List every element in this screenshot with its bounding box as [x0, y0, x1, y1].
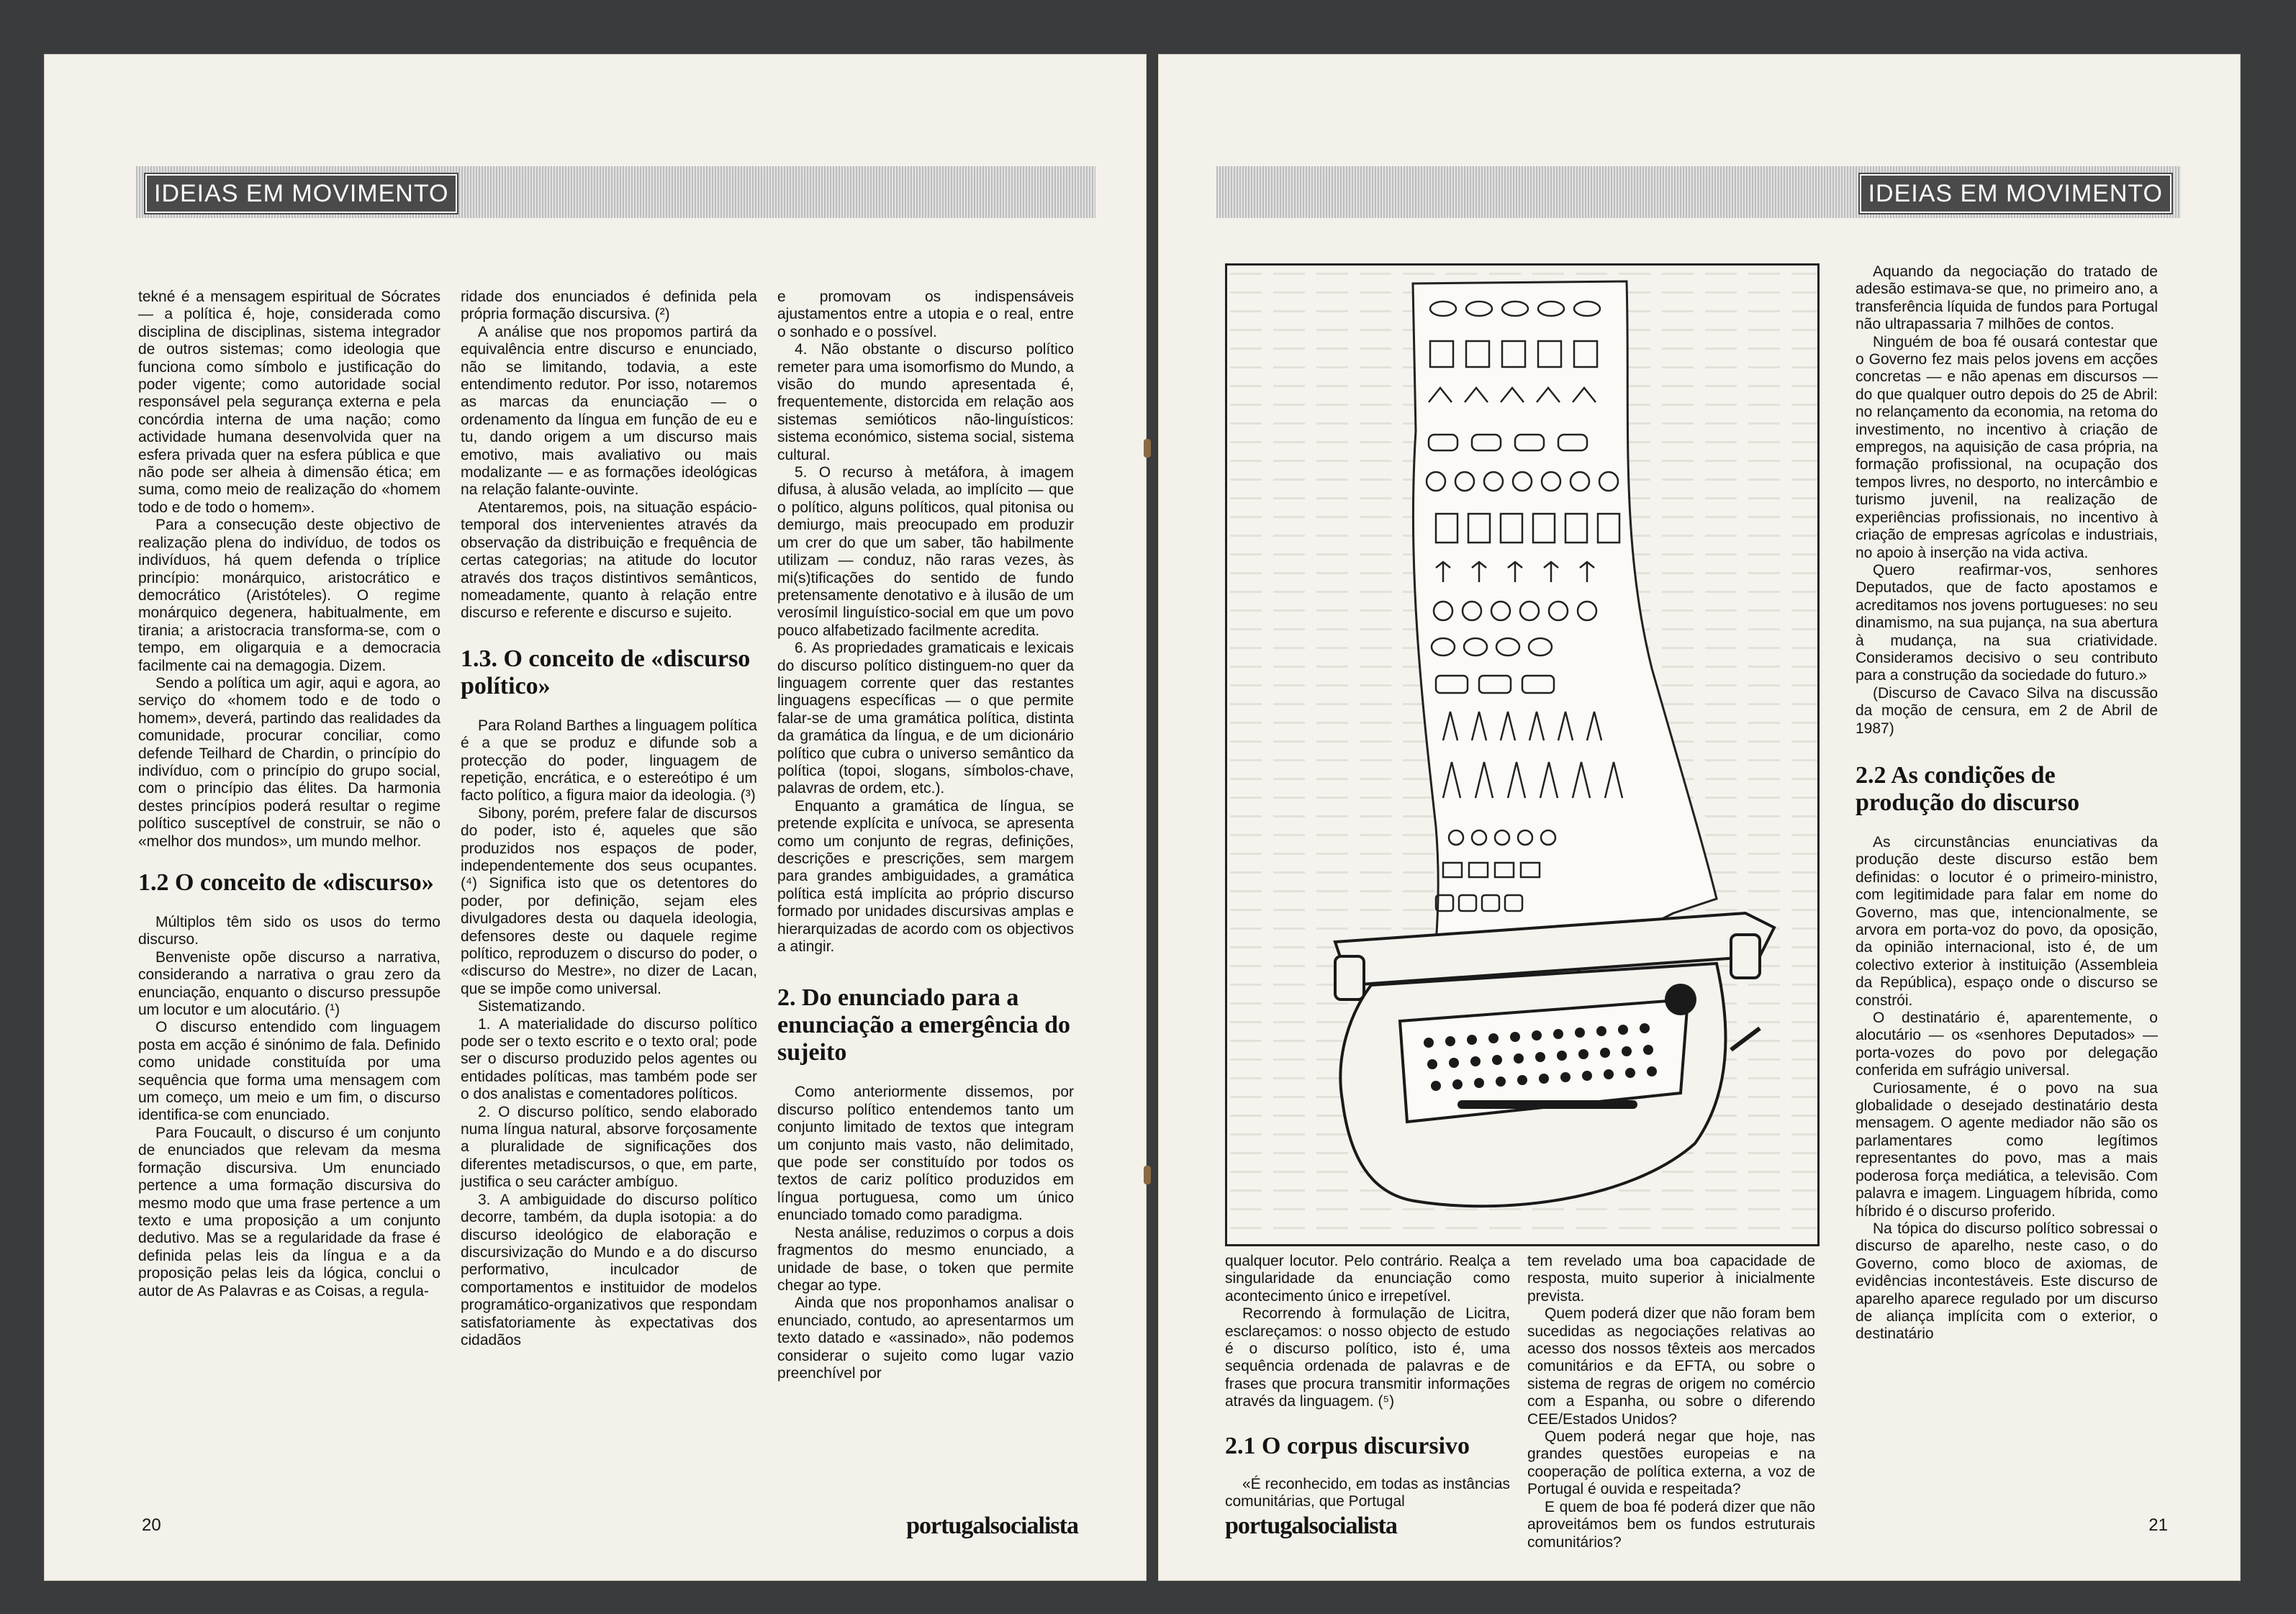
col1-after-text [138, 914, 440, 1300]
paragraph: As circunstâncias enunciativas da produção deste discurso estão bem definidas: o locutor é o primeiro-ministro, com legitimidade para falar em nome do Governo, mas que, intencionalmente, se arvora em porta-voz do povo, da oposição, da opinião internacional, isto é, de um colectivo exterior à instituição (Assembleia da República), espaço onde o discurso se constrói. [1856, 833, 2158, 1009]
binding-staple [1144, 439, 1151, 458]
section-tag: IDEIAS EM MOVIMENTO [1860, 174, 2171, 213]
paragraph: Atentaremos, pois, na situação espácio-temporal dos intervenientes através da observação da distribuição e frequência de certas categorias; na atitude do locutor através dos traços distintivos semânticos, nomeadamente, quanto à relação entre discurso e referente e discurso e sujeito. [461, 499, 757, 622]
paragraph: Sendo a política um agir, aqui e agora, ao serviço do «homem todo e de todo o homem», deverá, partindo das realidades da comunidade, procurar conciliar, como defende Teilhard de Chardin, o princípio do indivíduo, com o princípio do grupo social, com o princípio das élites. Da harmonia destes princípios poderá resultar o regime político susceptível de construir, se não o «melhor dos mundos», um mundo melhor. [138, 674, 440, 850]
paragraph: qualquer locutor. Pelo contrário. Realça a singularidade da enunciação como acontecimento único e irrepetível. [1225, 1253, 1510, 1305]
paragraph: Como anteriormente dissemos, por discurso político entendemos tanto um conjunto limitado de textos que integram um conjunto mais vasto, não delimitado, que pode ser constituído por todos os textos de cariz político produzidos em língua portuguesa, como um único enunciado tomado como paradigma. [777, 1084, 1074, 1224]
paragraph: O destinatário é, aparentemente, o alocutário — os «senhores Deputados» — porta-vozes do povo por delegação conferida em sufrágio universal. [1856, 1010, 2158, 1079]
column-2 [461, 289, 757, 1505]
column-c [1856, 263, 2158, 1508]
paragraph: Nesta análise, reduzimos o corpus a dois fragmentos do mesmo enunciado, a unidade de base, o token que permite chegar ao type. [777, 1224, 1074, 1294]
heading-1-2: 1.2 O conceito de «discurso» [138, 869, 434, 896]
col2-after-text [461, 717, 757, 1350]
paragraph: Benveniste opõe discurso a narrativa, considerando a narrativa o grau zero da enunciação, enquanto o discurso pressupõe um locutor e um alocutário. (¹) [138, 948, 440, 1019]
heading-1-3: 1.3. O conceito de «discurso político» [461, 645, 751, 699]
paragraph: tem revelado uma boa capacidade de resposta, muito superior à inicialmente prevista. [1527, 1253, 1815, 1305]
paragraph: Múltiplos têm sido os usos do termo discurso. [138, 914, 440, 948]
paragraph: ridade dos enunciados é definida pela própria formação discursiva. (²) [461, 289, 757, 323]
col3-after-text [777, 1084, 1074, 1382]
column-3 [777, 289, 1074, 1505]
heading-2: 2. Do enunciado para a enunciação a emergência do sujeito [777, 984, 1070, 1066]
col3-text [777, 289, 1074, 956]
paragraph: Curiosamente, é o povo na sua globalidade o desejado destinatário desta mensagem. O agente mediador não são os parlamentares como legítimos representantes do povo, mas a mais poderosa força mediática, a televisão. Com palavra e imagem. Linguagem híbrida, como híbrido é o discurso proferido. [1856, 1079, 2158, 1220]
paragraph: 6. As propriedades gramaticais e lexicais do discurso político distinguem-no quer da linguagem corrente quer das restantes linguagens específicas — o que permite falar-se de uma gramática política, distinta da gramática da língua, e de um dicionário político que cubra o universo semântico da política (topoi, slogans, símbolos-chave, palavras de ordem, etc.). [777, 640, 1074, 797]
paragraph: A análise que nos propomos partirá da equivalência entre discurso e enunciado, não se limitando, todavia, a este entendimento redutor. Por isso, notaremos as marcas da enunciação — o ordenamento da língua em função de eu e tu, dando origem a um discurso mais emotivo, mais avaliativo ou mais modalizante — e as formações ideológicas na relação falante-ouvinte. [461, 323, 757, 499]
colA-text [1225, 1253, 1510, 1411]
paragraph: 5. O recurso à metáfora, à imagem difusa, à alusão velada, ao implícito — que o político, alguns políticos, qual pitonisa ou demiurgo, mais preocupado em produzir um crer do que um saber, tão habilmente utilizam — conduz, não raras vezes, às mi(s)tificações do sentido de fundo pretensamente denotativo e à ilusão de um verosímil linguístico-social em que um povo pouco alfabetizado facilmente acredita. [777, 464, 1074, 639]
heading-2-1: 2.1 O corpus discursivo [1225, 1432, 1470, 1459]
brand-logo: portugalsocialista [906, 1513, 1078, 1539]
paragraph: Sibony, porém, prefere falar de discursos do poder, isto é, aqueles que são produzidos nos espaços de poder, independentemente dos seus ocupantes. (⁴) Significa isto que os detentores do poder, por definição, sejam eles divulgadores desta ou daquela ideologia, defensores deste ou daquele regime político, reproduzem o discurso do poder, o «discurso do Mestre», no dizer de Lacan, que se impõe como universal. [461, 804, 757, 997]
paragraph: Para Roland Barthes a linguagem política é a que se produz e difunde sob a protecção do poder, linguagem de repetição, encrática, e o estereótipo é um facto político, a figura maior da ideologia. (³) [461, 717, 757, 804]
paragraph: Enquanto a gramática de língua, se pretende explícita e unívoca, se apresenta como um conjunto de regras, definições, descrições e prescrições, sem margem para grandes ambiguidades, a gramática política está implícita ao próprio discurso formado por unidades discursivas amplas e hierarquizadas de acordo com os objectivos a atingir. [777, 797, 1074, 956]
colB-text [1527, 1253, 1815, 1551]
right-page [1159, 55, 2240, 1580]
page-number: 20 [142, 1515, 161, 1535]
page-number: 21 [2148, 1515, 2168, 1535]
section-tag: IDEIAS EM MOVIMENTO [145, 174, 457, 213]
paragraph: Ainda que nos proponhamos analisar o enunciado, contudo, ao apresentarmos um texto datado e «assinado», não podemos considerar o sujeito como lugar vazio preenchível por [777, 1295, 1074, 1382]
paragraph: Quem poderá negar que hoje, nas grandes questões europeias e na cooperação de política externa, a voz de Portugal é ouvida e respeitada? [1527, 1428, 1815, 1498]
colC-after-text [1856, 834, 2158, 1343]
column-1 [138, 289, 440, 1505]
paragraph: Quero reafirmar-vos, senhores Deputados, que de facto apostamos e acreditamos nos jovens portugueses: no seu dinamismo, na sua pujança, na sua abertura à mudança, na sua criatividade. Consideramos decisivo o seu contributo para a construção da sociedade do futuro.» [1856, 561, 2158, 684]
paragraph: «É reconhecido, em todas as instâncias comunitárias, que Portugal [1225, 1475, 1510, 1510]
paragraph: 3. A ambiguidade do discurso político decorre, também, da dupla isotopia: a do discurso ideológico de elaboração e discursivização do Mundo e a do discurso performativo, inculcador de comportamentos e instituidor de modelos programático-organizativos que respondam satisfatoriamente às expectativas dos cidadãos [461, 1191, 757, 1348]
paragraph: Para Foucault, o discurso é um conjunto de enunciados que relevam da mesma formação discursiva. Um enunciado pertence a uma formação discursiva do mesmo modo que uma frase pertence a um texto e uma proposição a um conjunto dedutivo. Mas se a regularidade da frase é definida pelas leis da língua e a da proposição pelas leis da lógica, conclui o autor de As Palavras e as Coisas, a regula- [138, 1124, 440, 1300]
paragraph: (Discurso de Cavaco Silva na discussão da moção de censura, em 2 de Abril de 1987) [1856, 684, 2158, 737]
paragraph: Ninguém de boa fé ousará contestar que o Governo fez mais pelos jovens em acções concretas — e não apenas em discursos — do que qualquer outro depois do 25 de Abril: no relançamento da economia, na retoma do investimento, no incentivo à criação de empregos, na aquisição de casa própria, na formação profissional, na ocupação dos tempos livres, no desporto, no intercâmbio e turismo juvenil, na realização de experiências profissionais, no incentivo à criação de empresas agrícolas e industriais, no apoio à inserção na vida activa. [1856, 333, 2158, 561]
col1-text [138, 289, 440, 851]
paragraph: Quem poderá dizer que não foram bem sucedidas as negociações relativas ao acesso dos nossos têxteis aos mercados comunitários e da EFTA, ou sobre o sistema de regras de origem no comércio com a Espanha, ou sobre o diferendo CEE/Estados Unidos? [1527, 1305, 1815, 1428]
left-page [45, 55, 1146, 1580]
paragraph: Aquando da negociação do tratado de adesão estimava-se que, no primeiro ano, a transferência líquida de fundos para Portugal não ultrapassaria 7 milhões de contos. [1856, 263, 2158, 333]
paragraph: 4. Não obstante o discurso político remeter para uma isomorfismo do Mundo, a visão do mundo apresentada é, frequentemente, distorcida em relação aos sistemas semióticos não-linguísticos: sistema económico, sistema social, sistema cultural. [777, 341, 1074, 463]
paragraph: 1. A materialidade do discurso político pode ser o texto escrito e o texto oral; pode ser o discurso produzido pelos agentes ou entidades políticas, mas também pode ser o dos analistas e comentadores políticos. [461, 1015, 757, 1103]
paragraph: tekné é a mensagem espiritual de Sócrates — a política é, hoje, considerada como disciplina de disciplinas, sistema integrador de outros sistemas; como ideologia que funciona como símbolo e justificação do poder vigente; como autoridade social responsável pela segurança externa e pela concórdia interna de uma nação; como actividade humana desenvolvida quer na esfera privada quer na esfera pública e que não pode ser alheia à dimensão ética; em suma, como meio de realização do «homem todo e de todo o homem». [138, 289, 440, 516]
paragraph: Sistematizando. [478, 998, 586, 1015]
typewriter-paper-drawing [1227, 266, 1817, 1244]
col2-text [461, 289, 757, 622]
paragraph: E quem de boa fé poderá dizer que não aproveitámos bem os fundos estruturais comunitários? [1527, 1498, 1815, 1551]
paragraph: Para a consecução deste objectivo de realização plena do indivíduo, de todos os indivíduos, há quem defenda o tríplice princípio: monárquico, aristocrático e democrático (Aristóteles). O regime monárquico degenera, habitualmente, em tirania; a aristocracia transforma-se, com o tempo, em oligarquia e a democracia facilmente cai na demagogia. Dizem. [138, 517, 440, 674]
colC-text [1856, 263, 2158, 738]
typewriter-illustration [1225, 263, 1820, 1246]
colA-after-text [1225, 1476, 1510, 1511]
heading-2-2: 2.2 As condições de produção do discurso [1856, 761, 2080, 816]
paragraph: Na tópica do discurso político sobressai o discurso de aparelho, neste caso, o do Governo, como bloco de axiomas, de evidências incontestáveis. Este discurso de aparelho aparece regulado por um discurso de aliança implícita com o exterior, o destinatário [1856, 1220, 2158, 1343]
brand-logo: portugalsocialista [1225, 1513, 1397, 1539]
binding-staple [1144, 1166, 1151, 1184]
paragraph: e promovam os indispensáveis ajustamentos entre a utopia e o real, entre o sonhado e o possível. [777, 289, 1074, 340]
column-b [1527, 1253, 1815, 1551]
column-a [1225, 1253, 1510, 1512]
paragraph: O discurso entendido com linguagem posta em acção é sinónimo de fala. Definido como unidade constituída por uma sequência que forma uma mensagem com um começo, um meio e um fim, o discurso identifica-se com enunciado. [138, 1019, 440, 1124]
paragraph: Recorrendo à formulação de Licitra, esclareçamos: o nosso objecto de estudo é o discurso político, isto é, uma sequência ordenada de palavras e de frases que procura transmitir informações através da linguagem. (⁵) [1225, 1305, 1510, 1410]
paragraph: 2. O discurso político, sendo elaborado numa língua natural, absorve forçosamente a pluralidade de significações dos diferentes metadiscursos, o que, em parte, justifica o seu carácter ambíguo. [461, 1103, 757, 1191]
